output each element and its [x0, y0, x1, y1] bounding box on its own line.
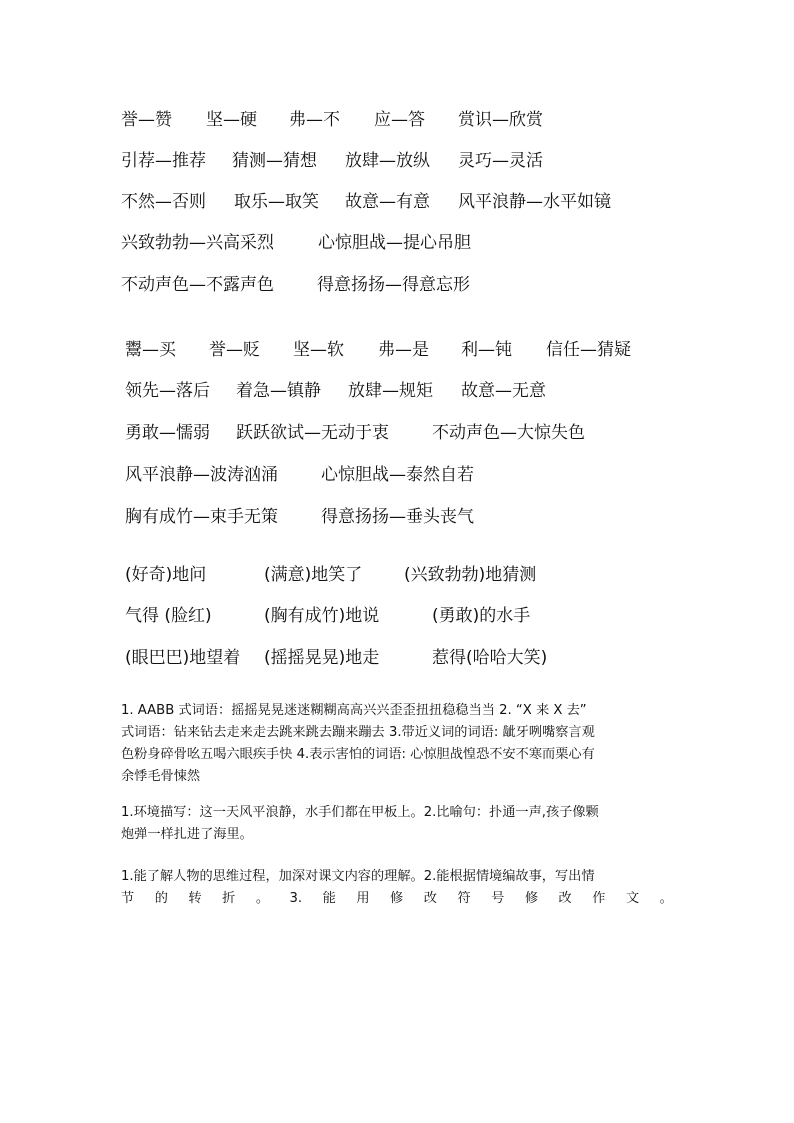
char: 节	[121, 891, 135, 906]
word-pair: 跃跃欲试—无动于衷	[236, 423, 389, 443]
word-pair: 故意—无意	[461, 381, 546, 401]
char: 改	[423, 891, 437, 906]
char: 号	[491, 891, 505, 906]
char: 用	[356, 891, 370, 906]
word-pair: 弗—是	[378, 340, 429, 360]
paragraph-line: 色粉身碎骨吆五喝六眼疾手快 4.表示害怕的词语: 心惊胆战惶恐不安不寒而栗心有	[121, 747, 595, 762]
word-pair: 誉—赞	[121, 110, 172, 130]
word-pair: 不然—否则	[121, 192, 206, 212]
char: 。	[255, 891, 269, 906]
word-category-paragraph	[121, 700, 673, 788]
char: 转	[188, 891, 202, 906]
word-pair: 放肆—放纵	[345, 151, 430, 171]
phrase: (满意)地笑了	[264, 565, 363, 585]
phrase: (好奇)地问	[125, 565, 207, 585]
word-pair: 得意扬扬—垂头丧气	[321, 507, 474, 527]
sentence-example-paragraph	[121, 802, 673, 846]
paragraph-line: 1.环境描写：这一天风平浪静，水手们都在甲板上。2.比喻句：扑通一声,孩子像颗	[121, 805, 599, 820]
paragraph-line: 1. AABB 式词语：摇摇晃晃迷迷糊糊高高兴兴歪歪扭扭稳稳当当 2. “X 来 X 去”	[121, 703, 587, 718]
word-pair: 猜测—猜想	[232, 151, 317, 171]
phrase: (眼巴巴)地望着	[125, 648, 241, 668]
phrase: (胸有成竹)地说	[264, 606, 380, 626]
char: 的	[154, 891, 168, 906]
word-pair: 心惊胆战—泰然自若	[321, 465, 474, 485]
word-pair: 故意—有意	[345, 192, 430, 212]
word-pair: 利—钝	[461, 340, 512, 360]
word-pair: 鬻—买	[125, 340, 176, 360]
paragraph-line: 1.能了解人物的思维过程，加深对课文内容的理解。2.能根据情境编故事，写出情	[121, 869, 595, 884]
word-pair: 应—答	[374, 110, 425, 130]
phrase: 气得 (脸红)	[125, 606, 212, 626]
word-pair: 领先—落后	[125, 381, 210, 401]
learning-goals-paragraph	[121, 866, 673, 910]
phrase: (摇摇晃晃)地走	[264, 648, 380, 668]
word-pair: 不动声色—大惊失色	[432, 423, 585, 443]
word-pair: 引荐—推荐	[121, 151, 206, 171]
char: 折	[222, 891, 236, 906]
word-pair: 取乐—取笑	[234, 192, 319, 212]
word-pair: 赏识—欣赏	[458, 110, 543, 130]
word-pair: 坚—硬	[206, 110, 257, 130]
paragraph-line: 炮弹一样扎进了海里。	[121, 827, 253, 842]
word-pair: 风平浪静—水平如镜	[458, 192, 611, 212]
char: 能	[322, 891, 336, 906]
word-pair: 信任—猜疑	[546, 340, 631, 360]
paragraph-line: 式词语：钻来钻去走来走去跳来跳去蹦来蹦去 3.带近义词的词语: 龇牙咧嘴察言观	[121, 725, 595, 740]
char: 改	[558, 891, 572, 906]
char: 符	[457, 891, 471, 906]
paragraph-line: 余悸毛骨悚然	[121, 769, 201, 784]
char: 修	[390, 891, 404, 906]
char: 。	[659, 891, 673, 906]
word-pair: 誉—贬	[209, 340, 260, 360]
phrase: (兴致勃勃)地猜测	[404, 565, 537, 585]
word-pair: 勇敢—懦弱	[125, 423, 210, 443]
char: 3.	[289, 891, 303, 906]
word-pair: 着急—镇静	[236, 381, 321, 401]
word-pair: 得意扬扬—得意忘形	[317, 275, 470, 295]
word-pair: 兴致勃勃—兴高采烈	[121, 233, 274, 253]
char: 文	[625, 891, 640, 906]
phrase: (勇敢)的水手	[432, 606, 531, 626]
word-pair: 心惊胆战—提心吊胆	[318, 233, 471, 253]
phrase: 惹得(哈哈大笑)	[432, 648, 548, 668]
char: 作	[592, 891, 606, 906]
word-pair: 弗—不	[289, 110, 340, 130]
word-pair: 风平浪静—波涛汹涌	[125, 465, 278, 485]
char: 修	[524, 891, 539, 906]
word-pair: 胸有成竹—束手无策	[125, 507, 278, 527]
paragraph-line-justified	[121, 888, 673, 910]
word-pair: 不动声色—不露声色	[121, 275, 274, 295]
word-pair: 放肆—规矩	[348, 381, 433, 401]
word-pair: 灵巧—灵活	[458, 151, 543, 171]
word-pair: 坚—软	[293, 340, 344, 360]
